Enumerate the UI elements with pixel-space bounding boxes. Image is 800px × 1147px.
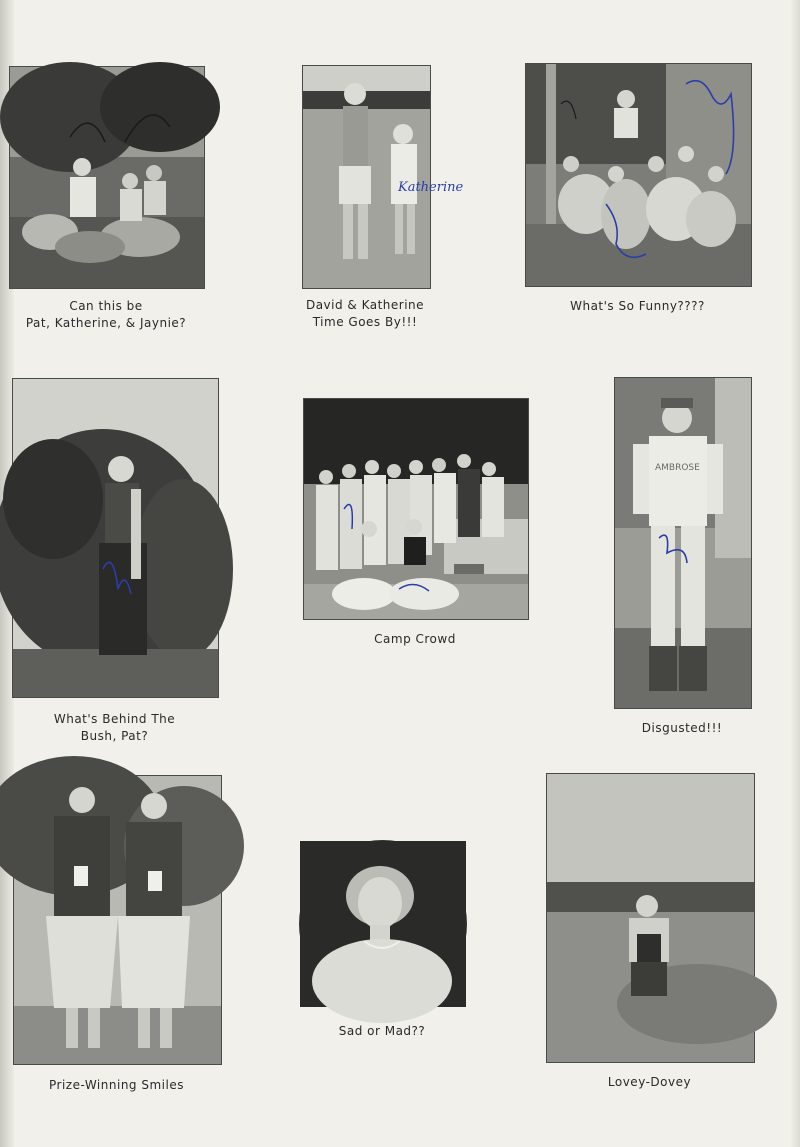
photo-lovey-dovey — [546, 773, 755, 1063]
caption-line: Camp Crowd — [374, 632, 456, 646]
caption-photo-1 — [9, 298, 203, 332]
caption-line: Can this be — [69, 299, 143, 313]
photo-prize-winning-smiles — [13, 775, 222, 1065]
photo-behind-the-bush-pat — [12, 378, 219, 698]
caption-photo-5 — [303, 631, 527, 648]
caption-line: What's Behind The — [53, 712, 176, 726]
photo-camp-crowd — [303, 398, 529, 620]
caption-line: David & Katherine — [305, 298, 425, 312]
caption-line: Prize-Winning Smiles — [49, 1078, 184, 1092]
caption-photo-2 — [290, 297, 440, 331]
caption-photo-3 — [525, 298, 750, 315]
caption-photo-7 — [13, 1077, 220, 1094]
page-edge-shadow — [790, 0, 800, 1147]
photo-disgusted-baseball — [614, 377, 752, 709]
caption-line: Pat, Katherine, & Jaynie? — [25, 316, 187, 330]
caption-photo-6 — [614, 720, 750, 737]
caption-photo-8 — [299, 1023, 465, 1040]
signature-katherine: Katherine — [398, 180, 464, 195]
caption-photo-4 — [12, 711, 217, 745]
photo-sad-or-mad — [299, 840, 467, 1008]
caption-line: Disgusted!!! — [641, 721, 723, 735]
photo-david-katherine — [302, 65, 464, 289]
caption-line: Time Goes By!!! — [312, 315, 418, 329]
caption-line: Lovey-Dovey — [607, 1075, 692, 1089]
caption-line: What's So Funny???? — [570, 299, 705, 313]
svg-text:AMBROSE: AMBROSE — [655, 463, 700, 473]
photo-whats-so-funny — [525, 63, 752, 287]
caption-line: Bush, Pat? — [80, 729, 149, 743]
caption-photo-9 — [546, 1074, 753, 1091]
caption-line: Sad or Mad?? — [338, 1024, 426, 1038]
photo-pat-katherine-jaynie — [9, 66, 205, 289]
